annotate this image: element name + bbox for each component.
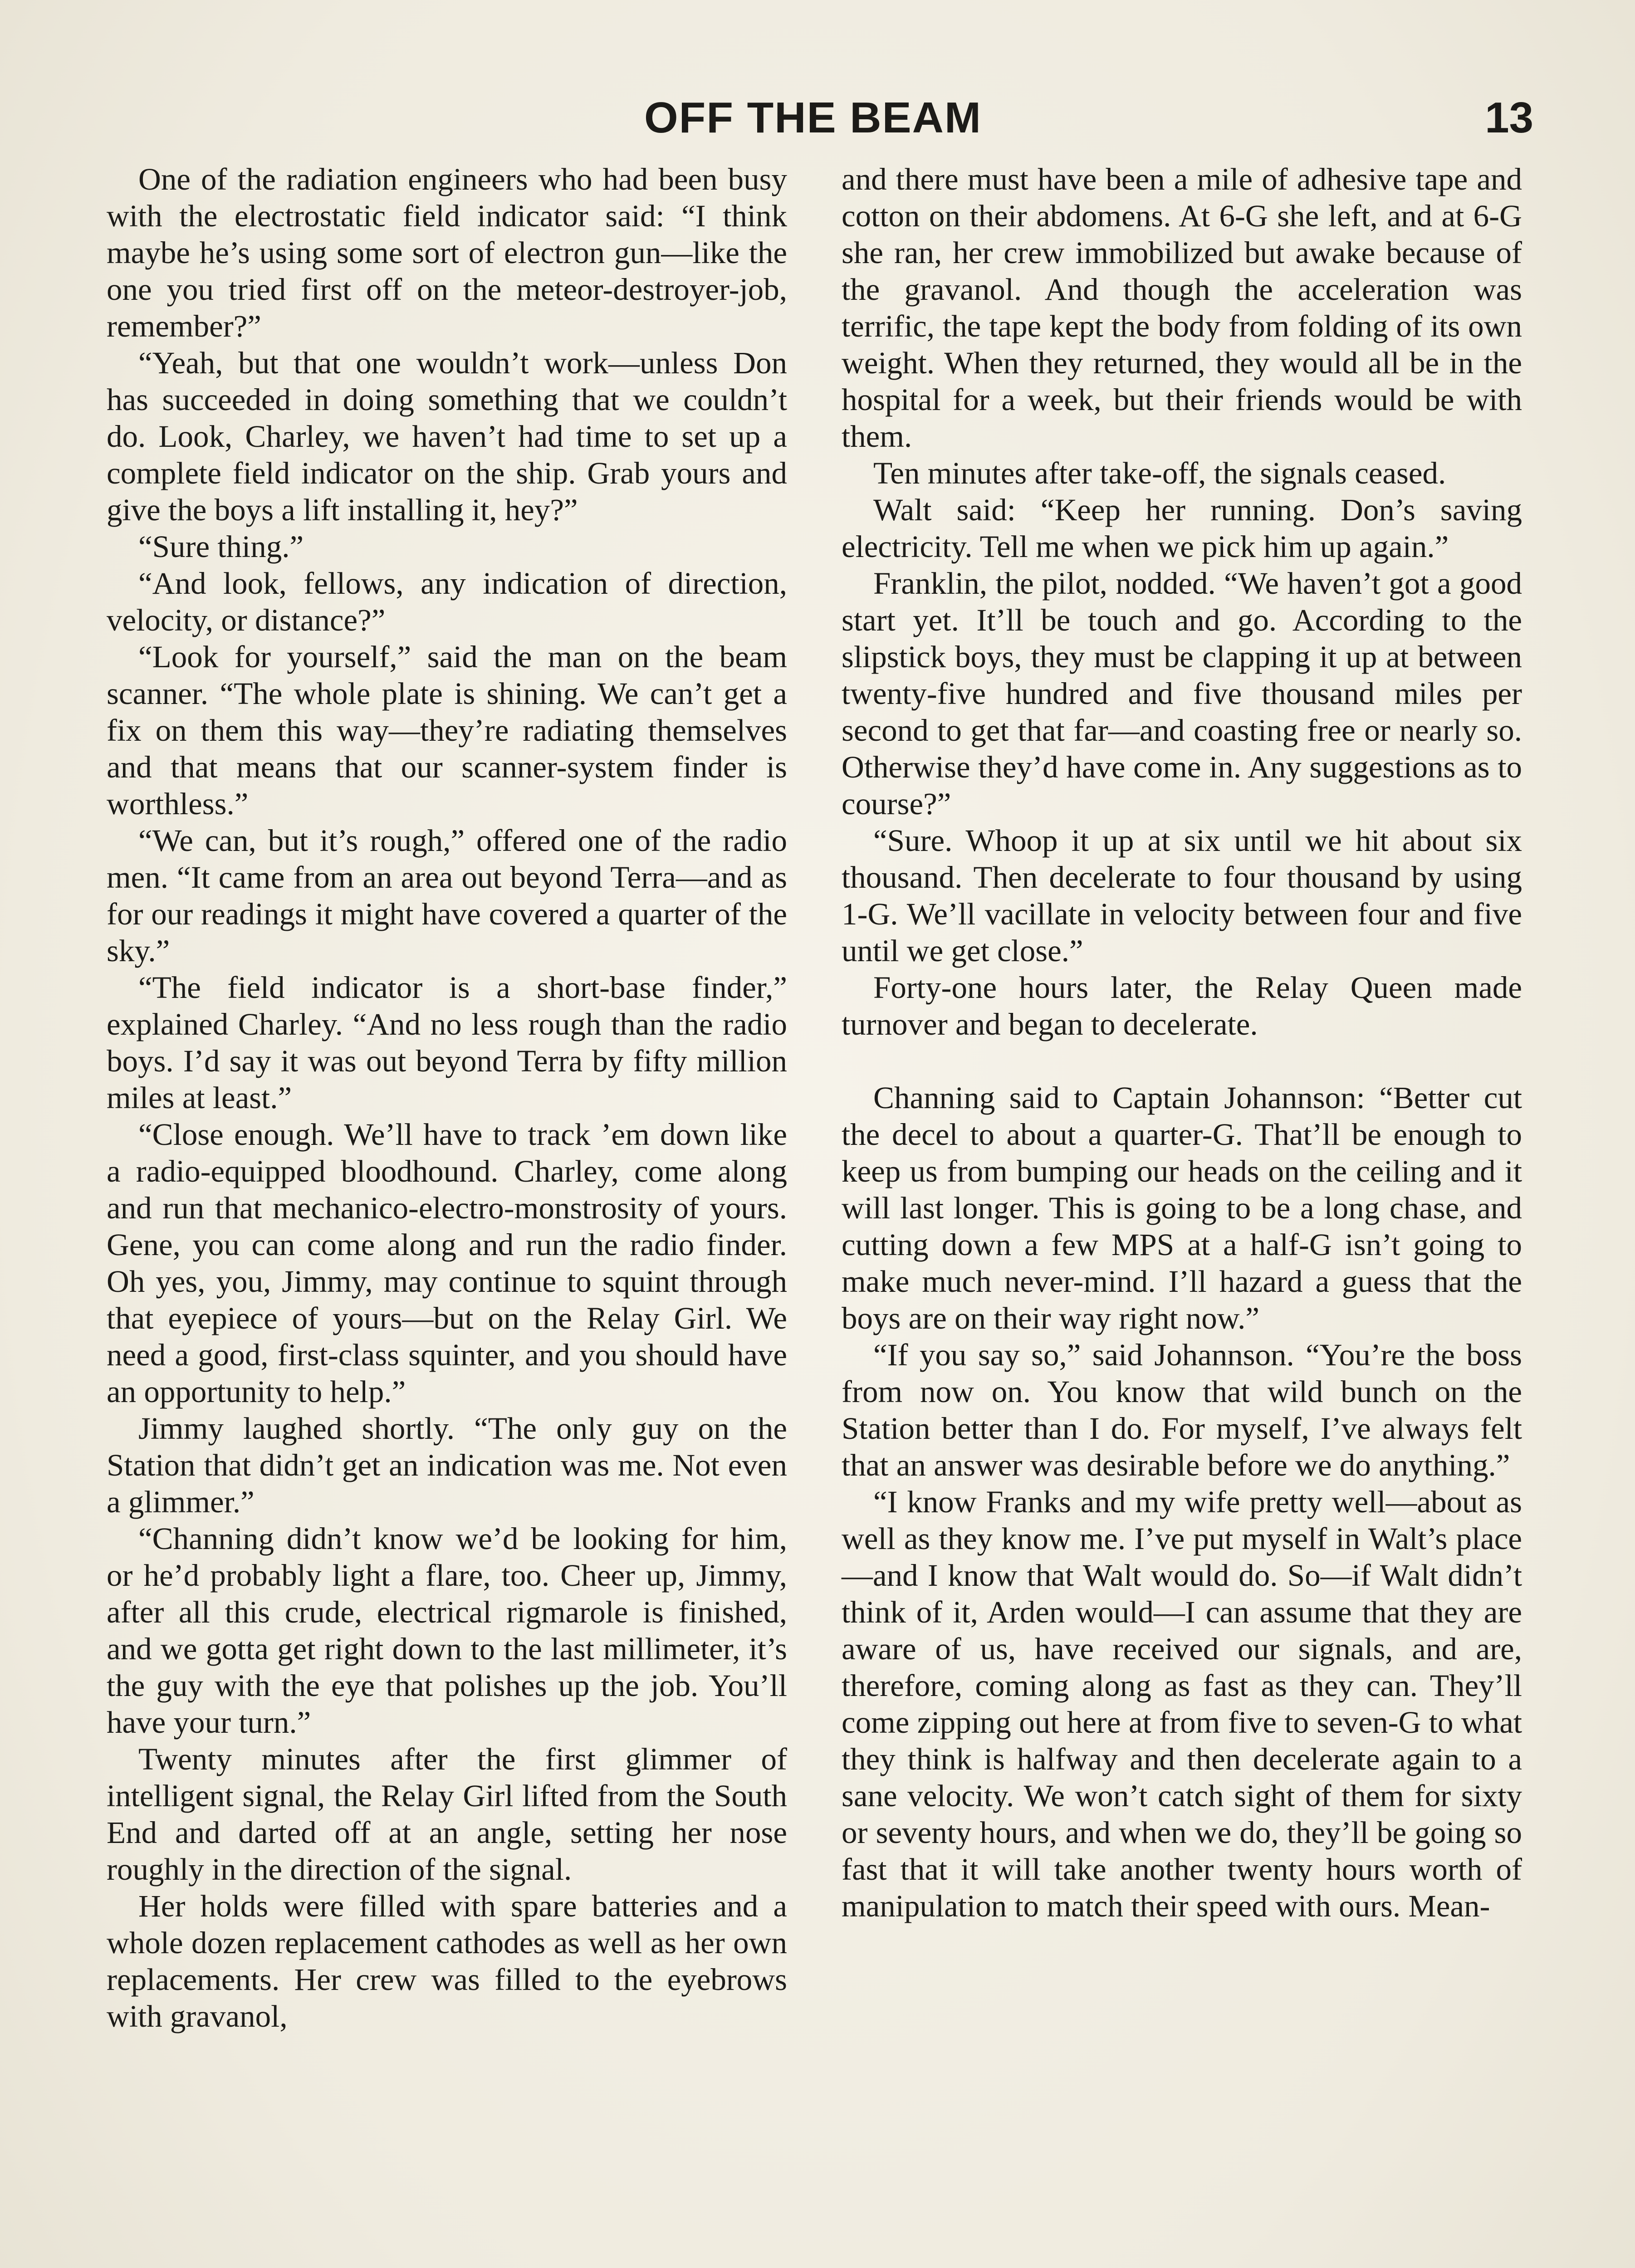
paragraph: One of the radiation engineers who had been busy with the electrostatic field indicator said: “I think maybe he’s using some sort of electron gun—like the one you tried first off on the meteor-destroyer-job, remember?”: [107, 162, 787, 343]
left-text-column: [107, 161, 787, 2035]
paragraph: Walt said: “Keep her running. Don’s saving electricity. Tell me when we pick him up again.”: [842, 493, 1522, 564]
paragraph: Franklin, the pilot, nodded. “We haven’t got a good start yet. It’ll be touch and go. According to the slipstick boys, they must be clapping it up at between twenty-five hundred and five thousand miles per second to get that far—and coasting free or nearly so. Otherwise they’d have come in. Any suggestions as to course?”: [842, 566, 1522, 821]
paragraph: “Sure thing.”: [138, 529, 304, 564]
running-header: [644, 93, 1533, 152]
paragraph: “If you say so,” said Johannson. “You’re the boss from now on. You know that wild bunch on the Station better than I do. For myself, I’ve always felt that an answer was desirable before we do anything.”: [842, 1338, 1522, 1482]
paragraph: “The field indicator is a short-base finder,” explained Charley. “And no less rough than the radio boys. I’d say it was out beyond Terra by fifty million miles at least.”: [107, 970, 787, 1115]
paragraph: Forty-one hours later, the Relay Queen made turnover and began to decelerate.: [842, 970, 1522, 1041]
paragraph: “Channing didn’t know we’d be looking for him, or he’d probably light a flare, too. Cheer up, Jimmy, after all this crude, electrical rigmarole is finished, and we gotta get right down to the last millimeter, it’s the guy with the eye that polishes up the job. You’ll have your turn.”: [107, 1521, 787, 1740]
paragraph: “Yeah, but that one wouldn’t work—unless Don has succeeded in doing something that we couldn’t do. Look, Charley, we haven’t had time to set up a complete field indicator on the ship. Grab yours and give the boys a lift installing it, hey?”: [107, 346, 787, 527]
paragraph: Jimmy laughed shortly. “The only guy on the Station that didn’t get an indication was me. Not even a glimmer.”: [107, 1411, 787, 1519]
paragraph: “Sure. Whoop it up at six until we hit about six thousand. Then decelerate to four thousand by using 1-G. We’ll vacillate in velocity between four and five until we get close.”: [842, 823, 1522, 968]
paragraph: “Look for yourself,” said the man on the beam scanner. “The whole plate is shining. We can’t get a fix on them this way—they’re radiating themselves and that means that our scanner-system finder is worthless.”: [107, 640, 787, 821]
paragraph-continued: and there must have been a mile of adhesive tape and cotton on their abdomens. At 6-G she left, and at 6-G she ran, her crew immobilized but awake because of the gravanol. And though the acceleration was terrific, the tape kept the body from folding of its own weight. When they returned, they would all be in the hospital for a week, but their friends would be with them.: [842, 162, 1522, 454]
paragraph: Her holds were filled with spare batteries and a whole dozen replacement cathodes as well as her own replacements. Her crew was filled to the eyebrows with gravanol,: [107, 1889, 787, 2033]
paragraph: Twenty minutes after the first glimmer of intelligent signal, the Relay Girl lifted from the South End and darted off at an angle, setting her nose roughly in the direction of the signal.: [107, 1742, 787, 1887]
paragraph: “Close enough. We’ll have to track ’em down like a radio-equipped bloodhound. Charley, come along and run that mechanico-electro-monstrosity of yours. Gene, you can come along and run the radio finder. Oh yes, you, Jimmy, may continue to squint through that eyepiece of yours—but on the Relay Girl. We need a good, first-class squinter, and you should have an opportunity to help.”: [107, 1117, 787, 1409]
page-number: 13: [1485, 93, 1533, 142]
running-title: OFF THE BEAM: [644, 93, 982, 142]
right-text-column: [842, 161, 1522, 1925]
paragraph: “I know Franks and my wife pretty well—about as well as they know me. I’ve put myself in Walt’s place—and I know that Walt would do. So—if Walt didn’t think of it, Arden would—I can assume that they are aware of us, have received our signals, and are, therefore, coming along as fast as they can. They’ll come zipping out here at from five to seven-G to what they think is halfway and then decelerate again to a sane velocity. We won’t catch sight of them for sixty or seventy hours, and when we do, they’ll be going so fast that it will take another twenty hours worth of manipulation to match their speed with ours. Mean-: [842, 1485, 1522, 1923]
paragraph: “And look, fellows, any indication of direction, velocity, or distance?”: [107, 566, 787, 637]
paragraph: “We can, but it’s rough,” offered one of the radio men. “It came from an area out beyond Terra—and as for our readings it might have covered a quarter of the sky.”: [107, 823, 787, 968]
paragraph-section-start: Channing said to Captain Johannson: “Better cut the decel to about a quarter-G. That’ll be enough to keep us from bumping our heads on the ceiling and it will last longer. This is going to be a long chase, and cutting down a few MPS at a half-G isn’t going to make much never-mind. I’ll hazard a guess that the boys are on their way right now.”: [842, 1080, 1522, 1335]
paragraph: Ten minutes after take-off, the signals ceased.: [873, 456, 1446, 490]
